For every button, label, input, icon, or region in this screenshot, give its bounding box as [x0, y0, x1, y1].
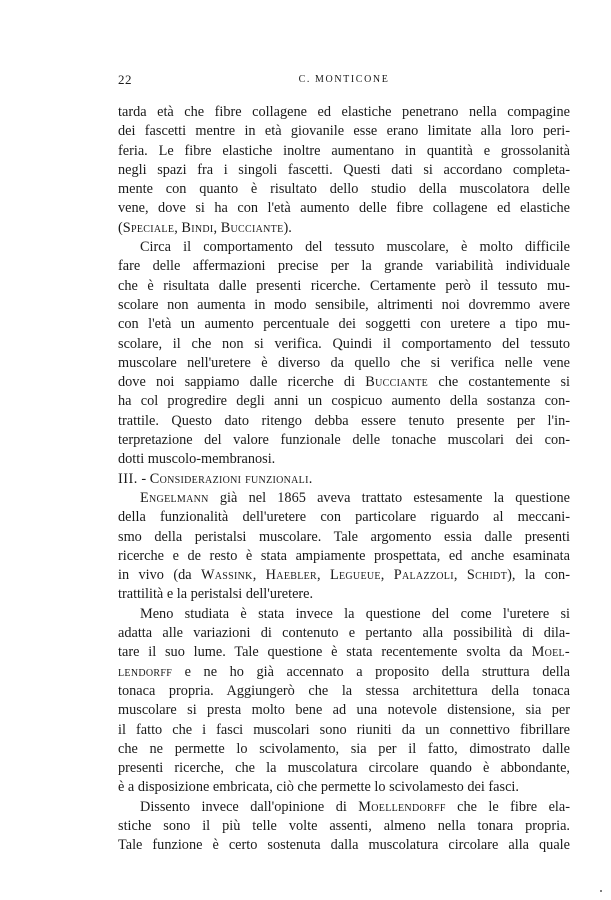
author-name: Moellendorff: [358, 798, 446, 815]
text-line: dove noi sappiamo dalle ricerche di Bucciante che costantemente si: [118, 374, 570, 391]
page-number: 22: [118, 72, 132, 87]
text-line: muscolare nell'uretere è diverso da quello che si verifica nelle vene: [118, 354, 570, 371]
text-line: con l'età un aumento percentuale dei soggetti con uretere a tipo mu-: [118, 316, 570, 333]
scan-speck: [600, 890, 602, 892]
text-line: mente con quanto è risultato dello studio della muscolatora delle: [118, 181, 570, 198]
text-line: stiche sono il più telle volte assenti, almeno nella tonara propria.: [118, 817, 570, 834]
text-line: dei fascetti mentre in età giovanile esse erano limitate alla loro peri-: [118, 123, 570, 140]
text-line: fare delle affermazioni precise per la grande variabilità individuale: [118, 258, 570, 275]
running-head: C. MONTICONE: [298, 74, 390, 85]
text-line: che ne permette lo scivolamento, sia per il fatto, dimostrato dalle: [118, 740, 570, 757]
text-line: Circa il comportamento del tessuto muscolare, è molto difficile: [140, 239, 570, 256]
text-line: trattilità e la peristalsi dell'uretere.: [118, 586, 314, 603]
text-line: il fatto che i fasci muscolari sono riuniti da un connettivo fibrillare: [118, 721, 570, 738]
paragraph: [118, 238, 570, 470]
section-heading: III. - Considerazioni funzionali.: [118, 470, 313, 487]
paragraph: [118, 798, 570, 856]
text-line: presenti ricerche, che la muscolatura circolare quando è abbondante,: [118, 760, 570, 777]
text-line: (Speciale, Bindi, Bucciante).: [118, 219, 292, 236]
text-line: trattile. Questo dato ritengo debba essere tenuto presente per l'in-: [118, 412, 570, 429]
text-line: dotti muscolo-membranosi.: [118, 451, 276, 468]
text-line: ha col progredire degli anni un cospicuo aumento della sostanza con-: [118, 393, 570, 410]
text-line: Engelmann già nel 1865 aveva trattato estesamente la questione: [140, 489, 570, 506]
text-line: ricerche e de resto è stata ampiamente prospettata, ed anche esaminata: [118, 547, 570, 564]
text-line: scolare, il che non si verifica. Quindi il comportamento del tessuto: [118, 335, 570, 352]
author-name: lendorff: [118, 663, 173, 680]
text-line: terpretazione del valore funzionale delle tonache muscolari dei con-: [118, 432, 570, 449]
text-line: Tale funzione è certo sostenuta dalla muscolatura circolare alla quale: [118, 837, 570, 854]
author-name: Bucciante: [220, 219, 284, 236]
text-line: è a disposizione embricata, ciò che permette lo scivolamesto dei fasci.: [118, 779, 519, 796]
section-number: III.: [118, 470, 138, 487]
text-line: feria. Le fibre elastiche inoltre aumentano in quantità e grossolanità: [118, 142, 570, 159]
text-line: vene, dove si ha con l'età aumento delle fibre collagene ed elastiche: [118, 200, 570, 217]
paragraph: [118, 605, 570, 798]
author-name: Legueue: [329, 567, 381, 584]
author-name: Bindi: [181, 219, 214, 236]
text-line: smo della peristalsi muscolare. Tale argomento essia dalle presenti: [118, 528, 570, 545]
text-line: Meno studiata è stata invece la questione del come l'uretere si: [140, 605, 570, 622]
author-name: Moel-: [531, 644, 570, 661]
text-line: in vivo (da Wassink, Haebler, Legueue, Palazzoli, Schidt), la con-: [118, 567, 570, 584]
text-line: muscolare si presta molto bene ad una notevole distensione, sia per: [118, 702, 570, 719]
author-name: Wassink: [200, 567, 253, 584]
body-text: [118, 103, 570, 856]
section-title: Considerazioni funzionali.: [149, 470, 313, 487]
author-name: Palazzoli: [393, 567, 454, 584]
text-line: negli spazi fra i singoli fascetti. Questi dati si accordano completa-: [118, 161, 570, 178]
paragraph: [118, 103, 570, 238]
author-name: Engelmann: [140, 489, 209, 506]
text-line: lendorff e ne ho già accennato a proposito della struttura della: [118, 663, 570, 680]
text-line: della funzionalità dell'uretere con particolare riguardo al meccani-: [118, 509, 570, 526]
text-line: Dissento invece dall'opinione di Moellendorff che le fibre ela-: [140, 798, 570, 815]
text-line: adatta alle variazioni di contenuto e pertanto alla possibilità di dila-: [118, 625, 570, 642]
page-header: [118, 72, 570, 90]
author-name: Speciale: [122, 219, 175, 236]
text-line: scolare non aumenta in modo sensibile, altrimenti noi dovremmo avere: [118, 296, 570, 313]
text-line: tare il suo lume. Tale questione è stata recentemente svolta da Moel-: [118, 644, 570, 661]
text-line: tarda età che fibre collagene ed elastiche penetrano nella compagine: [118, 104, 570, 120]
text-line: tonaca propria. Aggiungerò che la stessa architettura della tonaca: [118, 682, 570, 699]
author-name: Schidt: [466, 567, 508, 584]
text-line: che è risultata dalle presenti ricerche. Certamente però il tessuto mu-: [118, 277, 570, 294]
author-name: Bucciante: [365, 374, 429, 391]
paragraph: [118, 489, 570, 605]
author-name: Haebler: [265, 567, 317, 584]
